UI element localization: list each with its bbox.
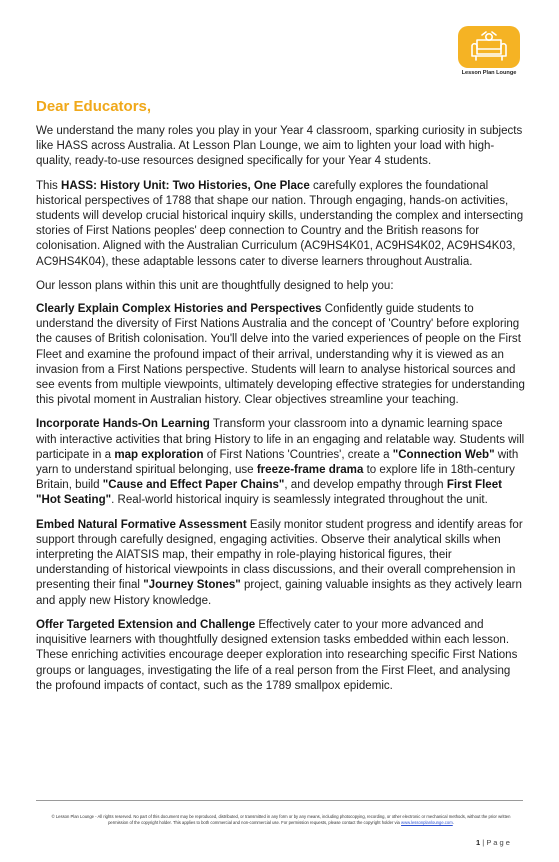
assessment-heading: Embed Natural Formative Assessment [36,518,247,531]
extension-paragraph: Offer Targeted Extension and Challenge Effectively cater to your more advanced and inquisitive learners with thoughtfully designed extension tasks embedded within each lesson. These enriching activities encourage deeper exploration into researching specific First Nations groups or languages, investigating the life of a real person from the First Fleet, and analysing the profound impacts of contact, such as the 1789 smallpox epidemic. [36,618,518,692]
unit-paragraph: This HASS: History Unit: Two Histories, One Place carefully explores the foundational historical perspectives of 1788 that shape our nation. Through engaging, hands-on activities, students will develop crucial historical inquiry skills, understanding the complex and intersecting stories of First Nations peoples' deep connection to Country and the British reasons for colonisation. Aligned with the Australian Curriculum (AC9HS4K01, AC9HS4K02, AC9HS4K03, AC9HS4K04), these adaptable lessons cater to diverse learners throughout Australia. [36,179,524,268]
assessment-paragraph: Embed Natural Formative Assessment Easily monitor student progress and identify areas for support through carefully designed, engaging activities. Observe their analytical skills when interpreting the AIATSIS map, their empathy in role-playing historical figures, their understanding of historical viewpoints in class discussions, and their overall comprehension in presenting their final "Journey Stones" project, gaining valuable insights as they actively learn and apply new History knowledge. [36,518,523,607]
copyright-notice: © Lesson Plan Lounge - All rights reserved. No part of this document may be reproduced, distributed, or transmitted in any form or by any means, including photocopying, recording, or other electronic or mechanical methods, without the prior written permission of the copyright holder. This applies to both commercial and non-commercial use. For permission requests, please contact the copyright holder via www.lessonplanlounge.com. [51,814,511,826]
handson-heading: Incorporate Hands-On Learning [36,418,210,431]
explain-paragraph: Clearly Explain Complex Histories and Perspectives Confidently guide students to understand the diversity of First Nations Australia and the concept of 'Country' before exploring the causes of British colonisation. You'll delve into the varied experiences of people on the First Fleet and examine the profound impact of their arrival, understanding why it is viewed as an invasion from a First Nations perspective. Students will learn to analyse historical sources and see events from multiple viewpoints, ultimately developing effective strategies for understanding this pivotal moment in Australian history. Clear objectives streamline your teaching. [36,303,525,407]
explain-heading: Clearly Explain Complex Histories and Perspectives [36,303,322,316]
website-link[interactable]: www.lessonplanlounge.com [401,820,453,826]
footer-divider [36,800,523,801]
letter-body [36,124,526,703]
brand-logo [456,26,522,82]
armchair-icon [458,26,520,68]
logo-badge [458,26,520,68]
intro-paragraph: We understand the many roles you play in your Year 4 classroom, sparking curiosity in subjects like HASS across Australia. At Lesson Plan Lounge, we aim to lighten your load with high-quality, ready-to-use resources designed specifically for your Year 4 students. [36,125,523,168]
plans-paragraph: Our lesson plans within this unit are thoughtfully designed to help you: [36,279,394,292]
handson-paragraph: Incorporate Hands-On Learning Transform your classroom into a dynamic learning space with interactive activities that bring History to life in an engaging and relatable way. Students will participate in a map exploration of First Nations 'Countries', create a "Connection Web" with yarn to understand spiritual belonging, use freeze-frame drama to explore life in 18th-century Britain, build "Cause and Effect Paper Chains", and develop empathy through First Fleet "Hot Seating". Real-world historical inquiry is seamlessly integrated throughout the unit. [36,418,525,507]
page-number: 1 | P a g e [476,838,510,847]
greeting-heading: Dear Educators, [36,98,152,115]
extension-heading: Offer Targeted Extension and Challenge [36,618,256,631]
logo-wordmark: Lesson Plan Lounge [461,70,517,76]
unit-title: HASS: History Unit: Two Histories, One Place [61,179,310,192]
